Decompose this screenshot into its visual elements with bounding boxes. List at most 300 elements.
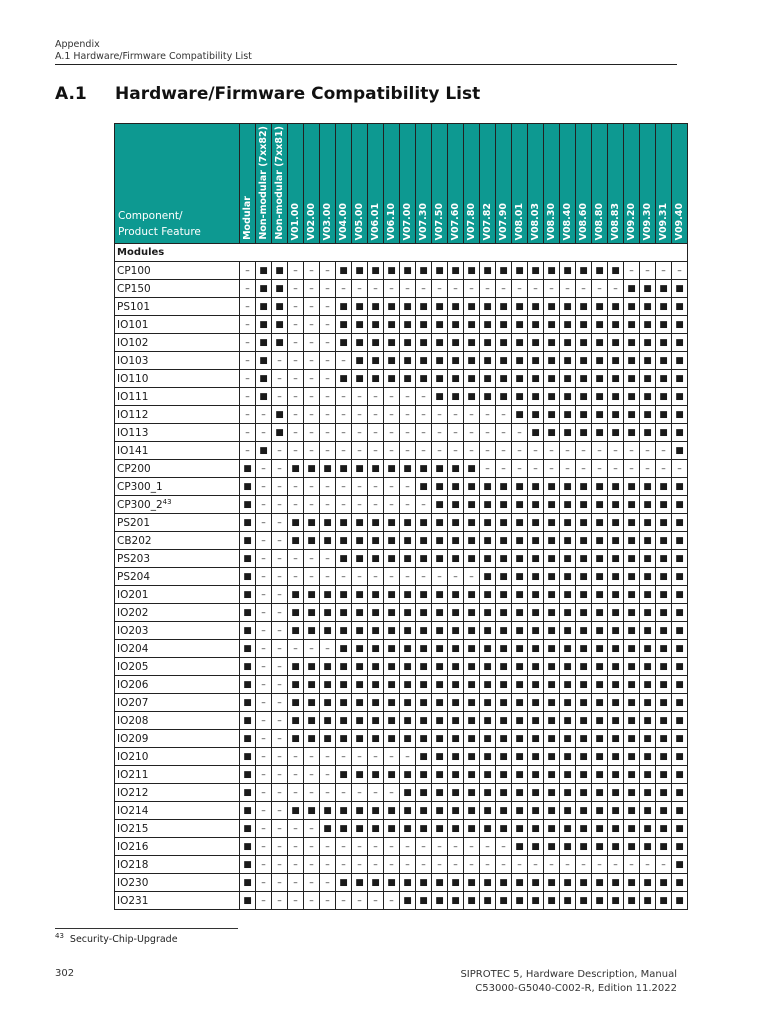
not-compatible-mark: – — [304, 820, 320, 838]
compatible-mark: ■ — [352, 604, 368, 622]
compatible-mark: ■ — [464, 604, 480, 622]
compatible-mark: ■ — [640, 406, 656, 424]
table-row — [115, 298, 688, 316]
column-header-label: Non-modular (7xx82) — [258, 126, 269, 240]
compatible-mark: ■ — [240, 514, 256, 532]
compatible-mark: ■ — [624, 784, 640, 802]
compatible-mark: ■ — [672, 820, 688, 838]
compatible-mark: ■ — [400, 298, 416, 316]
compatible-mark: ■ — [592, 622, 608, 640]
compatible-mark: ■ — [608, 370, 624, 388]
compatible-mark: ■ — [592, 370, 608, 388]
section-row — [115, 244, 688, 262]
compatible-mark: ■ — [480, 298, 496, 316]
table-row — [115, 352, 688, 370]
compatible-mark: ■ — [544, 622, 560, 640]
not-compatible-mark: – — [336, 388, 352, 406]
compatible-mark: ■ — [464, 622, 480, 640]
not-compatible-mark: – — [576, 460, 592, 478]
compatible-mark: ■ — [432, 532, 448, 550]
compatible-mark: ■ — [512, 406, 528, 424]
compatible-mark: ■ — [672, 334, 688, 352]
compatible-mark: ■ — [656, 316, 672, 334]
not-compatible-mark: – — [336, 856, 352, 874]
compatible-mark: ■ — [464, 784, 480, 802]
compatible-mark: ■ — [400, 730, 416, 748]
not-compatible-mark: – — [272, 478, 288, 496]
component-name-text: IO212 — [117, 786, 149, 799]
compatible-mark: ■ — [368, 802, 384, 820]
not-compatible-mark: – — [272, 748, 288, 766]
column-header — [352, 124, 368, 244]
not-compatible-mark: – — [352, 784, 368, 802]
component-name — [115, 622, 240, 640]
compatible-mark: ■ — [544, 640, 560, 658]
not-compatible-mark: – — [272, 892, 288, 910]
compatible-mark: ■ — [576, 352, 592, 370]
compatible-mark: ■ — [528, 424, 544, 442]
compatible-mark: ■ — [400, 370, 416, 388]
compatible-mark: ■ — [416, 298, 432, 316]
table-row — [115, 388, 688, 406]
compatible-mark: ■ — [672, 568, 688, 586]
compatible-mark: ■ — [416, 784, 432, 802]
not-compatible-mark: – — [304, 874, 320, 892]
not-compatible-mark: – — [288, 766, 304, 784]
compatible-mark: ■ — [576, 874, 592, 892]
not-compatible-mark: – — [288, 262, 304, 280]
column-header — [528, 124, 544, 244]
compatible-mark: ■ — [448, 262, 464, 280]
compatible-mark: ■ — [272, 280, 288, 298]
table-row — [115, 694, 688, 712]
compatible-mark: ■ — [624, 874, 640, 892]
compatible-mark: ■ — [432, 388, 448, 406]
compatible-mark: ■ — [448, 370, 464, 388]
compatible-mark: ■ — [416, 694, 432, 712]
compatible-mark: ■ — [464, 658, 480, 676]
compatible-mark: ■ — [400, 262, 416, 280]
compatible-mark: ■ — [560, 424, 576, 442]
not-compatible-mark: – — [624, 262, 640, 280]
compatible-mark: ■ — [656, 604, 672, 622]
compatible-mark: ■ — [672, 280, 688, 298]
compatible-mark: ■ — [464, 478, 480, 496]
compatible-mark: ■ — [384, 532, 400, 550]
compatible-mark: ■ — [560, 838, 576, 856]
column-header — [304, 124, 320, 244]
compatible-mark: ■ — [672, 658, 688, 676]
compatible-mark: ■ — [672, 748, 688, 766]
compatible-mark: ■ — [624, 766, 640, 784]
compatible-mark: ■ — [672, 586, 688, 604]
not-compatible-mark: – — [272, 442, 288, 460]
not-compatible-mark: – — [368, 424, 384, 442]
compatible-mark: ■ — [464, 262, 480, 280]
compatible-mark: ■ — [480, 334, 496, 352]
compatible-mark: ■ — [448, 460, 464, 478]
column-header — [464, 124, 480, 244]
component-name-text: IO103 — [117, 354, 149, 367]
not-compatible-mark: – — [240, 424, 256, 442]
component-name — [115, 460, 240, 478]
compatible-mark: ■ — [672, 874, 688, 892]
compatible-mark: ■ — [416, 802, 432, 820]
compatible-mark: ■ — [560, 622, 576, 640]
compatible-mark: ■ — [512, 586, 528, 604]
compatible-mark: ■ — [240, 658, 256, 676]
compatible-mark: ■ — [352, 514, 368, 532]
header-section: A.1 Hardware/Firmware Compatibility List — [55, 51, 252, 62]
compatible-mark: ■ — [656, 766, 672, 784]
compatible-mark: ■ — [448, 334, 464, 352]
compatible-mark: ■ — [496, 478, 512, 496]
compatible-mark: ■ — [416, 352, 432, 370]
not-compatible-mark: – — [272, 820, 288, 838]
compatible-mark: ■ — [480, 262, 496, 280]
not-compatible-mark: – — [384, 838, 400, 856]
compatible-mark: ■ — [608, 496, 624, 514]
compatible-mark: ■ — [448, 748, 464, 766]
compatible-mark: ■ — [480, 568, 496, 586]
table-row — [115, 496, 688, 514]
component-name — [115, 388, 240, 406]
compatible-mark: ■ — [512, 388, 528, 406]
compatible-mark: ■ — [576, 568, 592, 586]
not-compatible-mark: – — [304, 856, 320, 874]
not-compatible-mark: – — [256, 694, 272, 712]
compatible-mark: ■ — [624, 640, 640, 658]
compatible-mark: ■ — [288, 604, 304, 622]
compatible-mark: ■ — [416, 640, 432, 658]
compatible-mark: ■ — [336, 712, 352, 730]
column-header — [544, 124, 560, 244]
compatible-mark: ■ — [656, 352, 672, 370]
compatible-mark: ■ — [304, 514, 320, 532]
compatible-mark: ■ — [608, 586, 624, 604]
compatible-mark: ■ — [656, 658, 672, 676]
compatible-mark: ■ — [480, 352, 496, 370]
not-compatible-mark: – — [256, 766, 272, 784]
component-name-text: IO205 — [117, 660, 149, 673]
compatible-mark: ■ — [624, 586, 640, 604]
compatible-mark: ■ — [416, 766, 432, 784]
column-header — [240, 124, 256, 244]
component-name — [115, 658, 240, 676]
compatible-mark: ■ — [496, 316, 512, 334]
compatible-mark: ■ — [384, 586, 400, 604]
not-compatible-mark: – — [320, 478, 336, 496]
not-compatible-mark: – — [256, 676, 272, 694]
not-compatible-mark: – — [496, 280, 512, 298]
not-compatible-mark: – — [320, 892, 336, 910]
compatible-mark: ■ — [480, 532, 496, 550]
not-compatible-mark: – — [576, 442, 592, 460]
compatible-mark: ■ — [448, 514, 464, 532]
not-compatible-mark: – — [288, 442, 304, 460]
compatible-mark: ■ — [640, 748, 656, 766]
compatible-mark: ■ — [464, 514, 480, 532]
compatible-mark: ■ — [384, 820, 400, 838]
compatible-mark: ■ — [448, 550, 464, 568]
compatible-mark: ■ — [400, 334, 416, 352]
not-compatible-mark: – — [368, 406, 384, 424]
compatible-mark: ■ — [240, 892, 256, 910]
compatible-mark: ■ — [448, 820, 464, 838]
compatible-mark: ■ — [400, 658, 416, 676]
column-header — [400, 124, 416, 244]
compatible-mark: ■ — [352, 874, 368, 892]
compatible-mark: ■ — [560, 658, 576, 676]
compatible-mark: ■ — [640, 730, 656, 748]
not-compatible-mark: – — [416, 388, 432, 406]
table-row — [115, 856, 688, 874]
not-compatible-mark: – — [320, 424, 336, 442]
compatible-mark: ■ — [240, 694, 256, 712]
compatible-mark: ■ — [608, 388, 624, 406]
compatible-mark: ■ — [368, 514, 384, 532]
compatible-mark: ■ — [416, 658, 432, 676]
compatible-mark: ■ — [528, 298, 544, 316]
compatible-mark: ■ — [400, 712, 416, 730]
compatible-mark: ■ — [640, 784, 656, 802]
not-compatible-mark: – — [336, 424, 352, 442]
compatible-mark: ■ — [496, 388, 512, 406]
not-compatible-mark: – — [496, 442, 512, 460]
compatible-mark: ■ — [656, 532, 672, 550]
compatible-mark: ■ — [432, 802, 448, 820]
not-compatible-mark: – — [496, 424, 512, 442]
compatible-mark: ■ — [576, 676, 592, 694]
compatible-mark: ■ — [576, 316, 592, 334]
compatible-mark: ■ — [576, 730, 592, 748]
table-row — [115, 442, 688, 460]
component-name-text: IO209 — [117, 732, 149, 745]
compatible-mark: ■ — [464, 334, 480, 352]
compatible-mark: ■ — [240, 604, 256, 622]
not-compatible-mark: – — [288, 568, 304, 586]
compatible-mark: ■ — [656, 298, 672, 316]
compatible-mark: ■ — [496, 802, 512, 820]
not-compatible-mark: – — [272, 676, 288, 694]
compatible-mark: ■ — [592, 874, 608, 892]
not-compatible-mark: – — [304, 262, 320, 280]
compatible-mark: ■ — [352, 298, 368, 316]
not-compatible-mark: – — [400, 748, 416, 766]
not-compatible-mark: – — [304, 316, 320, 334]
compatible-mark: ■ — [320, 622, 336, 640]
column-header-label: V03.00 — [322, 202, 333, 240]
compatible-mark: ■ — [400, 874, 416, 892]
compatible-mark: ■ — [560, 820, 576, 838]
not-compatible-mark: – — [320, 640, 336, 658]
compatible-mark: ■ — [592, 784, 608, 802]
compatible-mark: ■ — [336, 370, 352, 388]
compatible-mark: ■ — [352, 370, 368, 388]
column-header — [256, 124, 272, 244]
compatible-mark: ■ — [448, 298, 464, 316]
compatible-mark: ■ — [448, 730, 464, 748]
compatible-mark: ■ — [672, 496, 688, 514]
compatible-mark: ■ — [592, 496, 608, 514]
compatible-mark: ■ — [608, 658, 624, 676]
compatible-mark: ■ — [576, 298, 592, 316]
compatible-mark: ■ — [576, 370, 592, 388]
component-name — [115, 406, 240, 424]
column-header-label: V08.01 — [514, 202, 525, 240]
compatible-mark: ■ — [512, 712, 528, 730]
compatible-mark: ■ — [240, 568, 256, 586]
column-header-label: V08.03 — [530, 202, 541, 240]
component-name-text: IO215 — [117, 822, 149, 835]
compatible-mark: ■ — [576, 550, 592, 568]
not-compatible-mark: – — [384, 442, 400, 460]
table-row — [115, 478, 688, 496]
component-name-text: PS203 — [117, 552, 151, 565]
compatible-mark: ■ — [528, 496, 544, 514]
compatibility-table — [114, 123, 688, 910]
not-compatible-mark: – — [304, 568, 320, 586]
compatible-mark: ■ — [544, 712, 560, 730]
column-header-label: V07.50 — [434, 202, 445, 240]
compatible-mark: ■ — [368, 262, 384, 280]
compatible-mark: ■ — [512, 730, 528, 748]
compatible-mark: ■ — [336, 820, 352, 838]
not-compatible-mark: – — [320, 352, 336, 370]
compatible-mark: ■ — [656, 802, 672, 820]
compatible-mark: ■ — [480, 640, 496, 658]
component-name-text: IO218 — [117, 858, 149, 871]
compatible-mark: ■ — [496, 334, 512, 352]
component-name-text: IO206 — [117, 678, 149, 691]
compatible-mark: ■ — [544, 298, 560, 316]
compatible-mark: ■ — [432, 622, 448, 640]
compatible-mark: ■ — [272, 424, 288, 442]
compatible-mark: ■ — [512, 802, 528, 820]
compatible-mark: ■ — [640, 892, 656, 910]
compatible-mark: ■ — [384, 766, 400, 784]
compatible-mark: ■ — [352, 766, 368, 784]
compatible-mark: ■ — [672, 406, 688, 424]
compatible-mark: ■ — [304, 586, 320, 604]
compatible-mark: ■ — [624, 838, 640, 856]
not-compatible-mark: – — [288, 550, 304, 568]
footer-line1: SIPROTEC 5, Hardware Description, Manual — [460, 969, 677, 980]
not-compatible-mark: – — [400, 478, 416, 496]
footer-line2: C53000-G5040-C002-R, Edition 11.2022 — [475, 983, 677, 994]
table-row — [115, 892, 688, 910]
compatible-mark: ■ — [576, 478, 592, 496]
compatible-mark: ■ — [384, 298, 400, 316]
compatible-mark: ■ — [640, 424, 656, 442]
compatible-mark: ■ — [528, 406, 544, 424]
compatible-mark: ■ — [512, 370, 528, 388]
compatible-mark: ■ — [608, 352, 624, 370]
compatible-mark: ■ — [320, 802, 336, 820]
column-header-label: Non-modular (7xx81) — [274, 126, 285, 240]
compatible-mark: ■ — [672, 478, 688, 496]
compatible-mark: ■ — [496, 712, 512, 730]
compatible-mark: ■ — [464, 694, 480, 712]
not-compatible-mark: – — [320, 334, 336, 352]
not-compatible-mark: – — [480, 856, 496, 874]
compatible-mark: ■ — [352, 586, 368, 604]
component-name-text: IO110 — [117, 372, 149, 385]
compatible-mark: ■ — [416, 370, 432, 388]
not-compatible-mark: – — [624, 460, 640, 478]
not-compatible-mark: – — [480, 442, 496, 460]
not-compatible-mark: – — [272, 370, 288, 388]
compatible-mark: ■ — [288, 730, 304, 748]
compatible-mark: ■ — [416, 676, 432, 694]
compatible-mark: ■ — [304, 658, 320, 676]
compatible-mark: ■ — [496, 820, 512, 838]
component-name-text: IO113 — [117, 426, 149, 439]
compatible-mark: ■ — [640, 676, 656, 694]
compatible-mark: ■ — [672, 676, 688, 694]
not-compatible-mark: – — [272, 622, 288, 640]
compatible-mark: ■ — [656, 568, 672, 586]
column-header-label: V08.30 — [546, 202, 557, 240]
column-header — [560, 124, 576, 244]
compatible-mark: ■ — [464, 316, 480, 334]
compatible-mark: ■ — [352, 802, 368, 820]
compatible-mark: ■ — [480, 586, 496, 604]
compatible-mark: ■ — [512, 316, 528, 334]
not-compatible-mark: – — [288, 370, 304, 388]
table-row — [115, 406, 688, 424]
not-compatible-mark: – — [464, 280, 480, 298]
compatible-mark: ■ — [528, 784, 544, 802]
compatible-mark: ■ — [512, 262, 528, 280]
component-name — [115, 334, 240, 352]
not-compatible-mark: – — [352, 892, 368, 910]
compatible-mark: ■ — [640, 820, 656, 838]
compatible-mark: ■ — [400, 622, 416, 640]
compatible-mark: ■ — [640, 514, 656, 532]
compatible-mark: ■ — [528, 622, 544, 640]
not-compatible-mark: – — [320, 280, 336, 298]
compatible-mark: ■ — [640, 532, 656, 550]
not-compatible-mark: – — [352, 478, 368, 496]
compatible-mark: ■ — [528, 388, 544, 406]
column-header — [368, 124, 384, 244]
compatible-mark: ■ — [512, 568, 528, 586]
not-compatible-mark: – — [288, 820, 304, 838]
not-compatible-mark: – — [288, 856, 304, 874]
compatible-mark: ■ — [352, 316, 368, 334]
header-label-cell — [115, 124, 240, 244]
not-compatible-mark: – — [592, 280, 608, 298]
column-header-label: V09.20 — [626, 202, 637, 240]
component-name-text: IO203 — [117, 624, 149, 637]
compatible-mark: ■ — [272, 334, 288, 352]
compatible-mark: ■ — [336, 730, 352, 748]
not-compatible-mark: – — [304, 766, 320, 784]
compatible-mark: ■ — [352, 334, 368, 352]
compatible-mark: ■ — [368, 550, 384, 568]
compatible-mark: ■ — [496, 622, 512, 640]
compatible-mark: ■ — [240, 838, 256, 856]
component-name — [115, 316, 240, 334]
not-compatible-mark: – — [256, 496, 272, 514]
compatible-mark: ■ — [336, 766, 352, 784]
column-header-label: V09.30 — [642, 202, 653, 240]
compatible-mark: ■ — [560, 640, 576, 658]
column-header-label: V07.80 — [466, 202, 477, 240]
compatible-mark: ■ — [624, 802, 640, 820]
column-header-label: V07.90 — [498, 202, 509, 240]
